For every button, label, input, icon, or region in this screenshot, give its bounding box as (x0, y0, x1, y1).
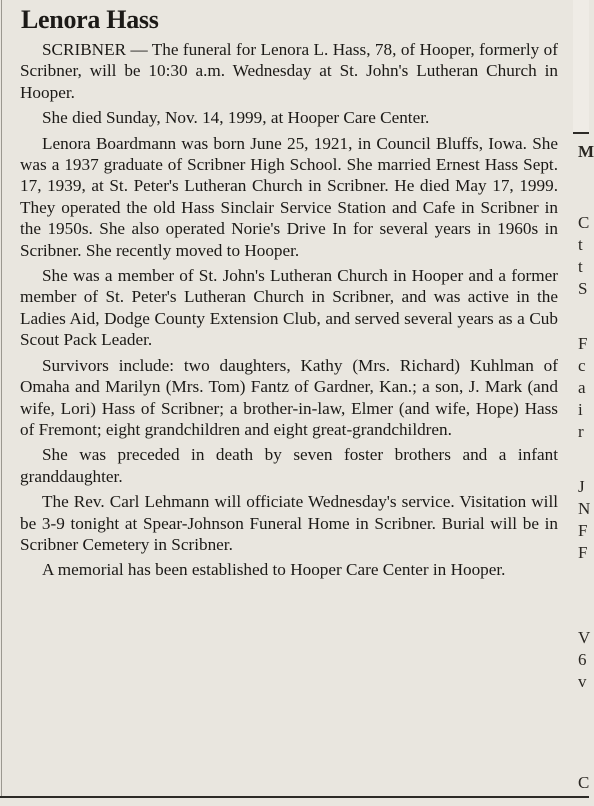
paragraph-survivors: Survivors include: two daughters, Kathy (Mrs. Richard) Kuhlman of Omaha and Marilyn (Mrs. Tom) Fantz of Gardner, Kan.; a son, J. Mark (and wife, Lori) Hass of Scribner; a brother-in-law, Elmer (and wife, Hope) Hass of Fremont; eight grandchildren and eight great-grandchildren. (20, 355, 558, 439)
adjacent-fragment: F (578, 543, 588, 562)
bottom-border-rule (0, 796, 589, 798)
paragraph-service: The Rev. Carl Lehmann will officiate Wednesday's service. Visitation will be 3-9 tonight at Spear-Johnson Funeral Home in Scribner. Burial will be in Scribner Cemetery in Scribner. (20, 492, 558, 554)
paragraph-funeral: SCRIBNER — The funeral for Lenora L. Hass, 78, of Hooper, formerly of Scribner, will be 10:30 a.m. Wednesday at St. John's Lutheran Church in Hooper. (20, 40, 558, 102)
obituary-column (18, 4, 558, 585)
adjacent-fragment: v (578, 672, 587, 691)
adjacent-fragment: S (578, 279, 588, 298)
adjacent-fragment: N (578, 499, 591, 518)
paragraph-memorial: A memorial has been established to Hooper Care Center in Hooper. (42, 560, 506, 580)
adjacent-photo-edge (573, 0, 589, 134)
adjacent-fragment: C (578, 213, 590, 232)
adjacent-fragment: t (578, 257, 583, 276)
adjacent-fragment: V (578, 628, 591, 647)
left-edge-rule (1, 0, 2, 798)
adjacent-fragment: M (578, 142, 594, 161)
adjacent-fragment: t (578, 235, 583, 254)
adjacent-fragment: F (578, 521, 588, 540)
paragraph-membership: She was a member of St. John's Lutheran Church in Hooper and a former member of St. Peter's Lutheran Church in Scribner, and was active in the Ladies Aid, Dodge County Extension Club, and served several years as a Cub Scout Pack Leader. (20, 266, 558, 350)
adjacent-fragment: c (578, 356, 586, 375)
paragraph-death: She died Sunday, Nov. 14, 1999, at Hooper Care Center. (42, 108, 430, 128)
adjacent-fragment: 6 (578, 650, 587, 669)
adjacent-fragment: r (578, 422, 584, 441)
adjacent-fragment: a (578, 378, 586, 397)
paragraph-biography: Lenora Boardmann was born June 25, 1921, in Council Bluffs, Iowa. She was a 1937 graduate of Scribner High School. She married Ernest Hass Sept. 17, 1939, at St. Peter's Lutheran Church in Scribner. He died May 17, 1999. They operated the old Hass Sinclair Service Station and Cafe in Scribner in the 1950s. She also operated Norie's Drive In for several years in 1960s in Scribner. She recently moved to Hooper. (20, 133, 558, 260)
adjacent-fragment: C (578, 773, 590, 792)
paragraph-preceded: She was preceded in death by seven foster brothers and a infant granddaughter. (20, 445, 558, 486)
adjacent-fragment: F (578, 334, 588, 353)
adjacent-fragment: i (578, 400, 583, 419)
adjacent-fragment: J (578, 477, 585, 496)
obituary-headline: Lenora Hass (21, 5, 159, 34)
